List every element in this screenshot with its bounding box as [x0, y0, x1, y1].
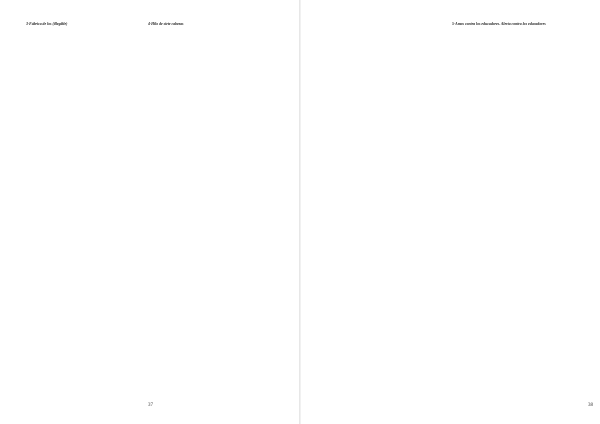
right-page-column-1	[312, 22, 428, 387]
page-number: 37	[148, 403, 153, 408]
left-page-column-2	[148, 22, 264, 387]
page-number: 38	[588, 403, 593, 408]
left-page-column-1	[26, 22, 142, 387]
section-heading: 5-Amos contra los educadores. Alerta contra los educadores	[452, 22, 546, 26]
section-heading: 3-Fábrica de los (illegible)	[26, 22, 68, 26]
right-page	[300, 0, 600, 424]
right-page-column-2	[452, 22, 568, 387]
section-heading: 4-Hilo de siete cabezas	[148, 22, 184, 26]
